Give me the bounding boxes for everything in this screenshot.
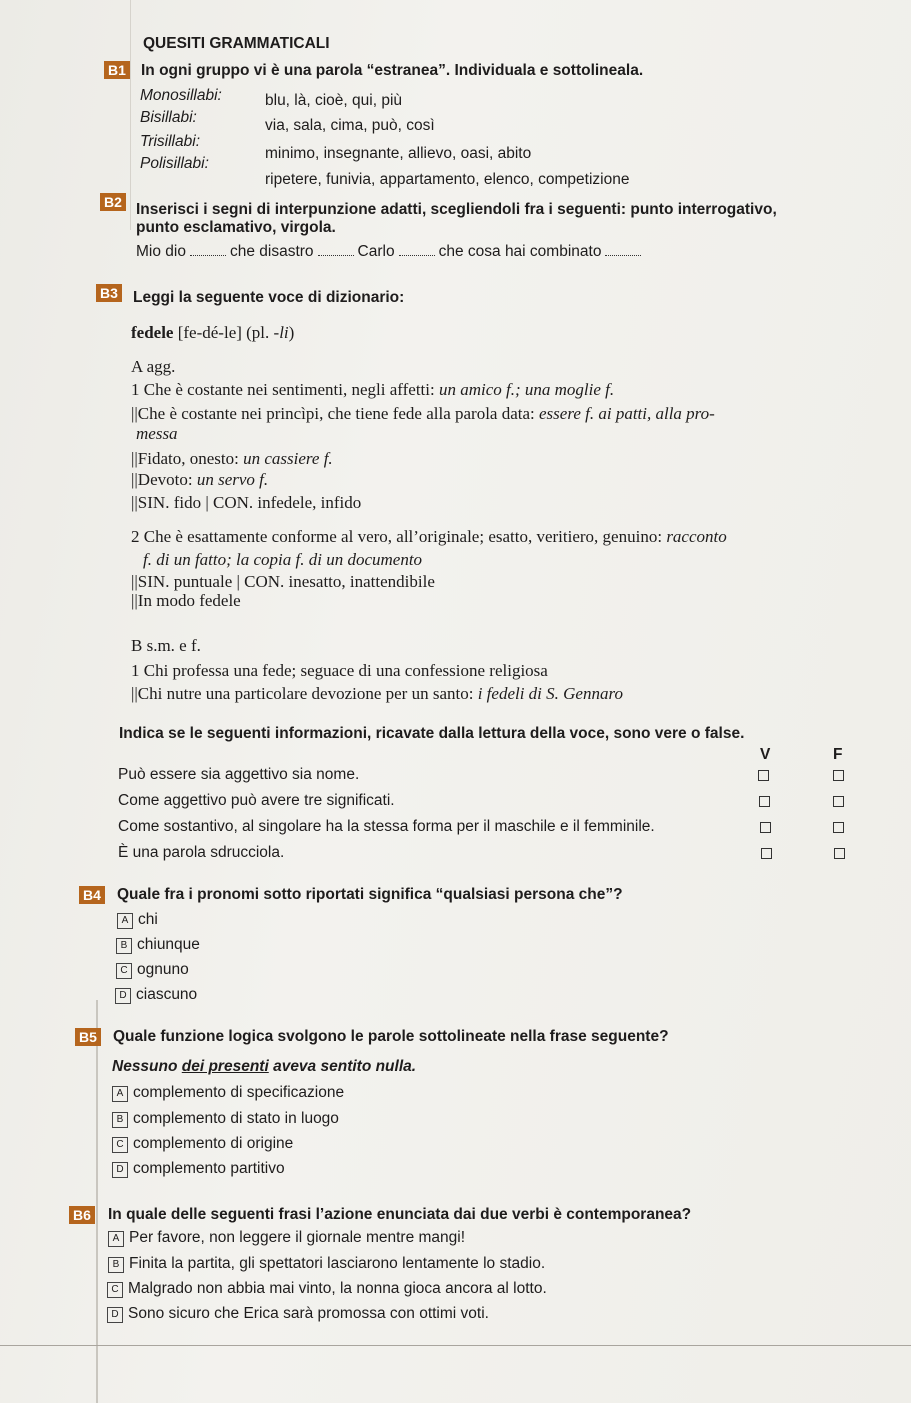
entry-a1c xyxy=(131,449,333,469)
entry-a2c: ||In modo fedele xyxy=(131,591,241,610)
b5-option-a[interactable] xyxy=(112,1084,344,1102)
entry-pl: li xyxy=(279,323,289,342)
tf-checkbox-f-4[interactable] xyxy=(834,848,845,859)
tf-checkbox-f-3[interactable] xyxy=(833,822,844,833)
margin-line xyxy=(130,0,131,230)
b1-words-bi[interactable]: via, sala, cima, può, così xyxy=(265,117,435,134)
option-letter-box: A xyxy=(108,1231,124,1247)
entry-a1e: ||SIN. fido | CON. infedele, infido xyxy=(131,493,362,512)
b4-option-a[interactable] xyxy=(117,911,158,929)
tf-checkbox-f-1[interactable] xyxy=(833,770,844,781)
entry-word: fedele xyxy=(131,323,174,342)
tf-question: Indica se le seguenti informazioni, ricavate dalla lettura della voce, sono vere o false. xyxy=(119,725,745,742)
option-text: complemento di specificazione xyxy=(133,1084,345,1101)
b6-option-c[interactable] xyxy=(107,1280,547,1298)
page-fold xyxy=(96,1000,98,1403)
b2-question-line1: Inserisci i segni di interpunzione adatti, scegliendoli fra i seguenti: punto interrogativo, xyxy=(136,201,777,218)
b1-question: In ogni gruppo vi è una parola “estranea”. Individuala e sottolineala. xyxy=(141,62,644,79)
entry-a2b: ||SIN. puntuale | CON. inesatto, inattendibile xyxy=(131,572,435,591)
option-text: chi xyxy=(138,911,158,928)
badge-b5: B5 xyxy=(75,1028,101,1046)
tf-header-f: F xyxy=(833,746,843,763)
entry-b1: 1 Chi professa una fede; seguace di una confessione religiosa xyxy=(131,661,548,680)
entry-a1b-example: essere f. ai patti, alla pro- xyxy=(539,404,715,423)
entry-a1b xyxy=(131,404,715,424)
entry-close: ) xyxy=(288,323,295,342)
option-letter-box: A xyxy=(117,913,133,929)
b2-s3: Carlo xyxy=(357,243,395,260)
option-letter-box: D xyxy=(115,988,131,1004)
option-letter-box: B xyxy=(116,938,132,954)
entry-a2-example: racconto xyxy=(666,527,727,546)
b2-s4: che cosa hai combinato xyxy=(438,243,602,260)
entry-a2 xyxy=(131,527,727,547)
option-letter-box: D xyxy=(112,1162,128,1178)
b1-words-poli[interactable]: ripetere, funivia, appartamento, elenco, competizione xyxy=(265,171,630,188)
entry-b1b-text: ||Chi nutre una particolare devozione per un santo: xyxy=(131,684,478,703)
entry-a-head: A agg. xyxy=(131,357,176,376)
option-letter-box: C xyxy=(116,963,132,979)
entry-a2-text: 2 Che è esattamente conforme al vero, all’originale; esatto, veritiero, genuino: xyxy=(131,527,667,546)
option-text: Sono sicuro che Erica sarà promossa con ottimi voti. xyxy=(128,1305,489,1322)
b6-option-a[interactable] xyxy=(108,1229,465,1247)
entry-a1d xyxy=(131,470,268,490)
badge-b4: B4 xyxy=(79,886,105,904)
entry-a1b-example-2: messa xyxy=(136,424,178,443)
badge-b1: B1 xyxy=(104,61,130,79)
b1-label-poli: Polisillabi: xyxy=(140,155,209,172)
b4-question: Quale fra i pronomi sotto riportati significa “qualsiasi persona che”? xyxy=(117,886,623,903)
entry-a1b-text: ||Che è costante nei princìpi, che tiene fede alla parola data: xyxy=(131,404,540,423)
option-text: Finita la partita, gli spettatori lasciarono lentamente lo stadio. xyxy=(129,1255,546,1272)
b5-sentence-pre: Nessuno xyxy=(112,1058,182,1075)
b4-option-b[interactable] xyxy=(116,936,200,954)
entry-a1c-text: ||Fidato, onesto: xyxy=(131,449,244,468)
entry-b-head: B s.m. e f. xyxy=(131,636,201,655)
b2-s1: Mio dio xyxy=(136,243,186,260)
option-text: complemento di origine xyxy=(133,1135,294,1152)
bottom-rule xyxy=(0,1345,911,1346)
b2-s2: che disastro xyxy=(229,243,314,260)
b2-question-line2: punto esclamativo, virgola. xyxy=(136,219,336,236)
option-text: complemento di stato in luogo xyxy=(133,1110,339,1127)
option-letter-box: D xyxy=(107,1307,123,1323)
b1-words-tri[interactable]: minimo, insegnante, allievo, oasi, abito xyxy=(265,145,532,162)
entry-a1d-text: ||Devoto: xyxy=(131,470,197,489)
b5-question: Quale funzione logica svolgono le parole sottolineate nella frase seguente? xyxy=(113,1028,669,1045)
tf-checkbox-v-3[interactable] xyxy=(760,822,771,833)
b2-blank-4[interactable] xyxy=(605,245,641,256)
tf-statement-2: Come aggettivo può avere tre significati. xyxy=(118,792,395,809)
option-text: Per favore, non leggere il giornale mentre mangi! xyxy=(129,1229,466,1246)
b4-option-c[interactable] xyxy=(116,961,189,979)
b5-sentence-post: aveva sentito nulla. xyxy=(268,1058,417,1075)
b2-sentence xyxy=(136,243,645,261)
entry-a1 xyxy=(131,380,614,400)
tf-statement-1: Può essere sia aggettivo sia nome. xyxy=(118,766,360,783)
tf-header-v: V xyxy=(760,746,771,763)
option-letter-box: C xyxy=(112,1137,128,1153)
b6-option-b[interactable] xyxy=(108,1255,545,1273)
option-text: ognuno xyxy=(137,961,189,978)
entry-b1b-example: i fedeli di S. Gennaro xyxy=(477,684,623,703)
entry-a2-example-2: f. di un fatto; la copia f. di un documento xyxy=(143,550,423,569)
entry-a1-example: un amico f.; una moglie f. xyxy=(438,380,615,399)
entry-pron: [fe-dé-le] (pl. - xyxy=(173,323,280,342)
option-letter-box: B xyxy=(112,1112,128,1128)
badge-b6: B6 xyxy=(69,1206,95,1224)
tf-statement-3: Come sostantivo, al singolare ha la stessa forma per il maschile e il femminile. xyxy=(118,818,655,835)
option-letter-box: A xyxy=(112,1086,128,1102)
tf-checkbox-v-1[interactable] xyxy=(758,770,769,781)
option-text: Malgrado non abbia mai vinto, la nonna gioca ancora al lotto. xyxy=(128,1280,547,1297)
b1-words-mono[interactable]: blu, là, cioè, qui, più xyxy=(265,92,403,109)
badge-b2: B2 xyxy=(100,193,126,211)
tf-checkbox-v-2[interactable] xyxy=(759,796,770,807)
b6-option-d[interactable] xyxy=(107,1305,489,1323)
b5-option-c[interactable] xyxy=(112,1135,293,1153)
option-text: complemento partitivo xyxy=(133,1160,285,1177)
tf-checkbox-f-2[interactable] xyxy=(833,796,844,807)
b2-blank-3[interactable] xyxy=(399,245,435,256)
option-letter-box: B xyxy=(108,1257,124,1273)
b1-label-tri: Trisillabi: xyxy=(140,133,200,150)
dictionary-headword xyxy=(131,323,294,343)
entry-a1d-example: un servo f. xyxy=(196,470,269,489)
b1-label-mono: Monosillabi: xyxy=(140,87,222,104)
b5-option-b[interactable] xyxy=(112,1110,339,1128)
entry-a1-text: 1 Che è costante nei sentimenti, negli affetti: xyxy=(131,380,439,399)
tf-statement-4: È una parola sdrucciola. xyxy=(118,844,285,861)
badge-b3: B3 xyxy=(96,284,122,302)
b3-question: Leggi la seguente voce di dizionario: xyxy=(133,289,405,306)
b5-sentence-underlined: dei presenti xyxy=(181,1058,269,1075)
b4-option-d[interactable] xyxy=(115,986,197,1004)
b5-sentence xyxy=(112,1058,416,1076)
option-text: ciascuno xyxy=(136,986,198,1003)
b1-label-bi: Bisillabi: xyxy=(140,109,197,126)
entry-a1c-example: un cassiere f. xyxy=(243,449,333,468)
b5-option-d[interactable] xyxy=(112,1160,285,1178)
section-title: QUESITI GRAMMATICALI xyxy=(143,35,330,52)
b6-question: In quale delle seguenti frasi l’azione enunciata dai due verbi è contemporanea? xyxy=(108,1206,692,1223)
option-letter-box: C xyxy=(107,1282,123,1298)
b2-blank-2[interactable] xyxy=(318,245,354,256)
option-text: chiunque xyxy=(137,936,200,953)
b2-blank-1[interactable] xyxy=(190,245,226,256)
entry-b1b xyxy=(131,684,623,704)
tf-checkbox-v-4[interactable] xyxy=(761,848,772,859)
